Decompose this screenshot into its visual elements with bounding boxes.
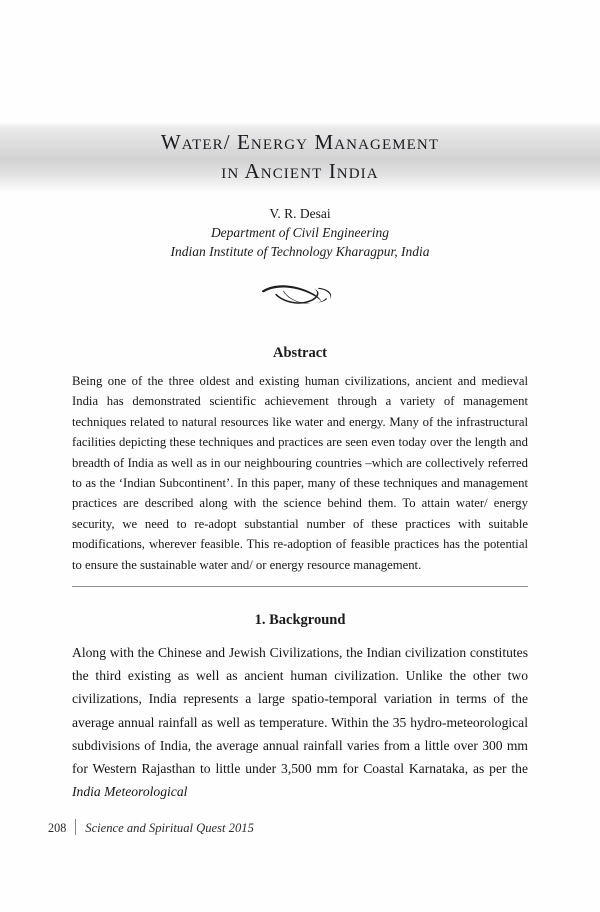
section-body-text: Along with the Chinese and Jewish Civilizations, the Indian civilization constitutes the third existing as well as ancient human civilization. Unlike the other two civilizations, India represents a large spatio-temporal variation in terms of the average annual rainfall as well as temperature. Within the 35 hydro-meteorological subdivisions of India, the average annual rainfall varies from a little over 300 mm for Western Rajasthan to little under 3,500 mm for Coastal Karnataka, as per the	[72, 645, 528, 777]
ornament-divider	[0, 276, 600, 310]
page-title-line-2: in Ancient India	[221, 159, 379, 183]
abstract-body: Being one of the three oldest and existing human civilizations, ancient and medieval India has demonstrated scientific achievement through a variety of management techniques related to natural resources like water and energy. Many of the infrastructural facilities depicting these techniques and practices are seen even today over the length and breadth of India as well as in our neighbouring countries –which are collectively referred to as the ‘Indian Subcontinent’. In this paper, many of these techniques and management practices are described along with the science behind them. To attain water/ energy security, we need to re-adopt substantial number of these practices with suitable modifications, wherever feasible. This re-adoption of feasible practices has the potential to ensure the sustainable water and/ or energy resource management.	[72, 374, 528, 572]
author-block	[72, 204, 528, 261]
page-title-line-1: Water/ Energy Management	[160, 130, 440, 154]
footer-page-number: 208	[48, 821, 67, 835]
title-banner-inner	[0, 122, 600, 186]
section-body-background	[72, 641, 528, 803]
footer-journal-title: Science and Spiritual Quest 2015	[85, 821, 254, 835]
abstract-heading: Abstract	[273, 345, 327, 361]
footer-separator	[75, 819, 76, 835]
page-footer	[48, 816, 254, 836]
author-department: Department of Civil Engineering	[210, 225, 390, 240]
title-banner	[0, 122, 600, 191]
calligraphic-flourish-icon	[261, 279, 339, 307]
author-name: V. R. Desai	[269, 206, 331, 221]
author-institute: Indian Institute of Technology Kharagpur, India	[170, 244, 430, 259]
section-heading-background: 1. Background	[254, 612, 346, 628]
section-body-italic-citation: India Meteorological	[72, 784, 188, 800]
section-divider-rule	[72, 586, 528, 587]
